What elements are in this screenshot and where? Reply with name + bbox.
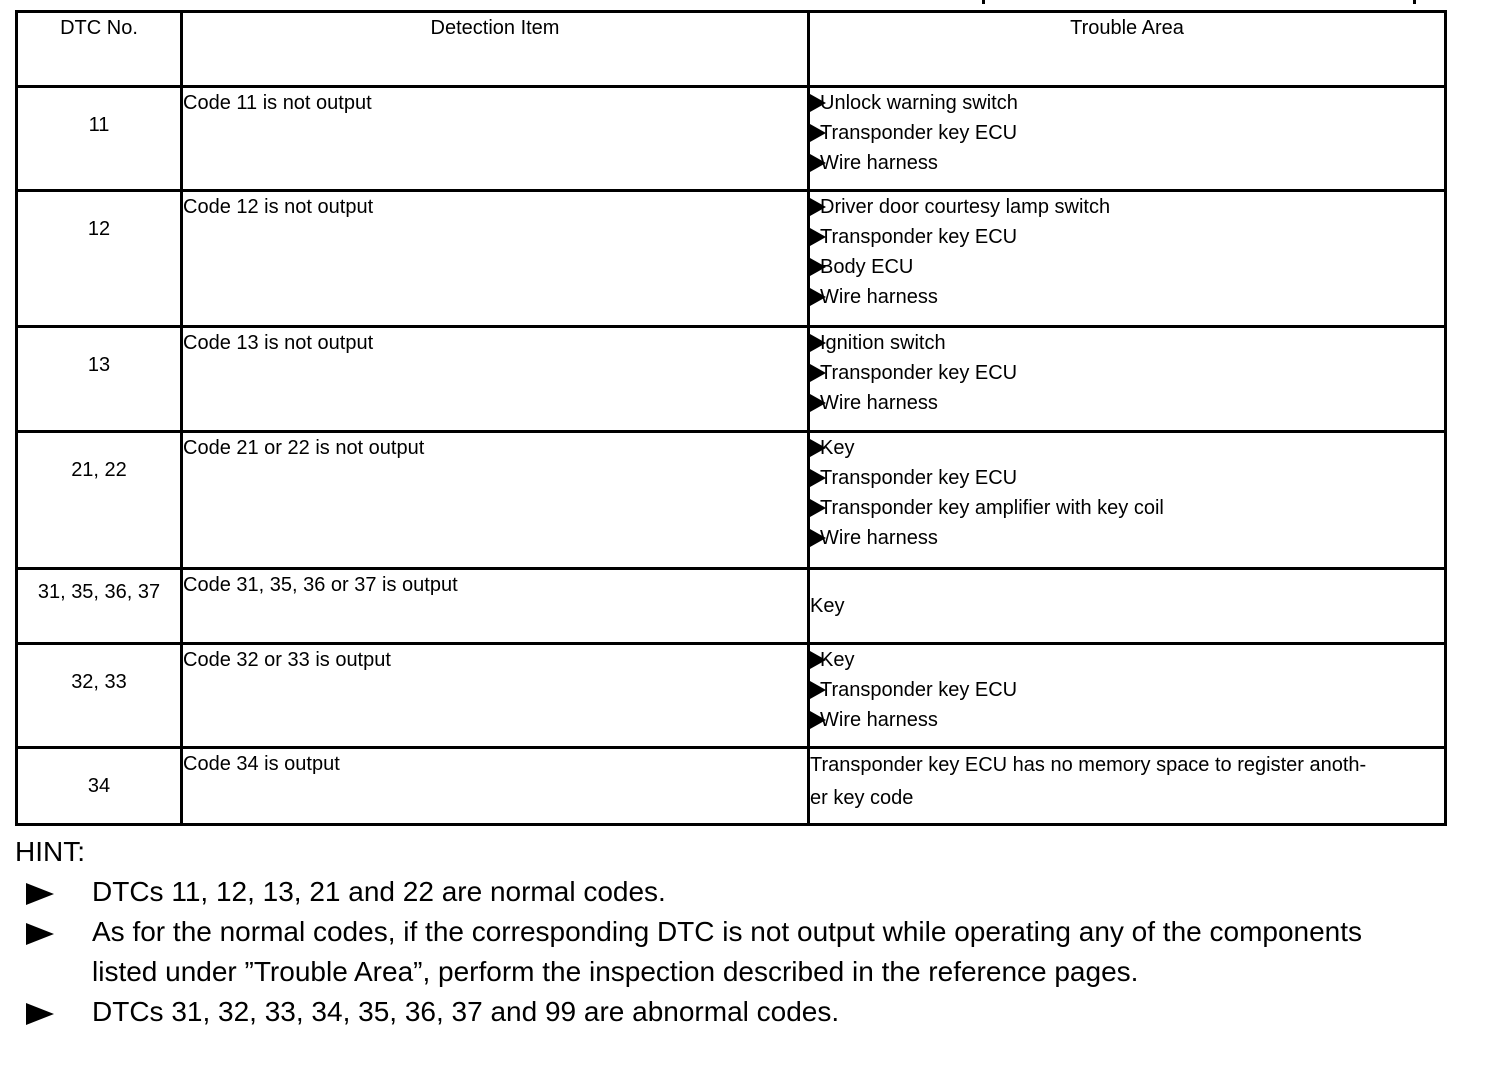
hint-list [15,872,1475,1032]
trouble-area-text: Wire harness [820,709,938,731]
trouble-area-text: Key [810,595,845,617]
trouble-area-item [810,282,1444,312]
trouble-area-item [810,645,1444,675]
trouble-area-cell [809,569,1446,644]
dtc-number-cell [17,644,182,748]
trouble-area-text: Transponder key ECU [820,122,1018,144]
table-row [17,569,1446,644]
hint-item [15,912,1475,992]
trouble-area-item [810,328,1444,358]
trouble-area-text: Transponder key ECU has no memory space to register anoth- [810,754,1367,776]
trouble-area-item [810,192,1444,222]
trouble-area-text: Body ECU [820,256,914,278]
dtc-number: 21, 22 [71,459,127,481]
trouble-area-text: Wire harness [820,392,938,414]
detection-item-text: Code 32 or 33 is output [183,649,391,671]
detection-item-cell [182,327,809,432]
trouble-area-text: Wire harness [820,527,938,549]
hint-title: HINT: [15,836,85,867]
trouble-area-item [810,358,1444,388]
trouble-area-item [810,388,1444,418]
hint-text: DTCs 11, 12, 13, 21 and 22 are normal codes. [92,876,666,907]
dtc-number-cell [17,432,182,569]
trouble-area-item [810,118,1444,148]
table-row [17,748,1446,825]
detection-item-cell [182,569,809,644]
trouble-area-cell [809,432,1446,569]
trouble-area-text: Wire harness [820,286,938,308]
trouble-area-item [810,148,1444,178]
detection-item-text: Code 13 is not output [183,332,374,354]
detection-item-cell [182,87,809,191]
trouble-area-item [810,433,1444,463]
table-body [17,87,1446,825]
detection-item-text: Code 31, 35, 36 or 37 is output [183,574,458,596]
detection-item-cell [182,748,809,825]
trouble-area-item [810,493,1444,523]
hint-text: DTCs 31, 32, 33, 34, 35, 36, 37 and 99 are abnormal codes. [92,996,840,1027]
trouble-area-text: Unlock warning switch [820,92,1018,114]
table-row [17,432,1446,569]
trouble-area-cell [809,191,1446,327]
table-row [17,644,1446,748]
trouble-area-text: Transponder key ECU [820,362,1018,384]
detection-item-text: Code 11 is not output [183,92,372,114]
dtc-number: 11 [88,114,110,136]
trouble-area-cell [809,748,1446,825]
dtc-table [15,10,1447,826]
edge-mark [982,0,985,4]
dtc-number-cell [17,748,182,825]
trouble-area-text: Transponder key ECU [820,679,1018,701]
trouble-area-text: Driver door courtesy lamp switch [820,196,1111,218]
trouble-area-item [810,463,1444,493]
trouble-area-item [810,88,1444,118]
trouble-area-text: Key [820,437,855,459]
trouble-area-item [810,705,1444,735]
hint-item [15,992,1475,1032]
trouble-area-item [810,523,1444,553]
hint-text: listed under ”Trouble Area”, perform the inspection described in the reference pages. [92,956,1139,987]
dtc-number-cell [17,87,182,191]
detection-item-text: Code 12 is not output [183,196,374,218]
header-dtc-no: DTC No. [17,12,182,87]
trouble-area-text: Wire harness [820,152,938,174]
trouble-area-text: Key [820,649,855,671]
trouble-area-text: Transponder key amplifier with key coil [820,497,1164,519]
trouble-area-text: Ignition switch [820,332,946,354]
page-top-edge-marks [815,0,1446,10]
trouble-area-cell [809,87,1446,191]
trouble-area-item [810,675,1444,705]
trouble-area-text: er key code [810,787,914,809]
dtc-number: 12 [87,218,111,240]
detection-item-cell [182,432,809,569]
detection-item-text: Code 34 is output [183,753,340,775]
edge-mark [1413,0,1416,4]
header-detection-item: Detection Item [182,12,809,87]
detection-item-text: Code 21 or 22 is not output [183,437,425,459]
trouble-area-item [810,252,1444,282]
table-header-row [17,12,1446,87]
dtc-number: 31, 35, 36, 37 [37,581,161,603]
triangle-bullet-icon [26,923,54,945]
table-row [17,87,1446,191]
trouble-area-text: Transponder key ECU [820,467,1018,489]
detection-item-cell [182,191,809,327]
dtc-number: 32, 33 [71,671,127,693]
trouble-area-text: Transponder key ECU [820,226,1018,248]
table-row [17,327,1446,432]
dtc-number-cell [17,569,182,644]
trouble-area-cell [809,644,1446,748]
hint-section [15,832,1475,1032]
trouble-area-cell [809,327,1446,432]
table-row [17,191,1446,327]
dtc-number: 13 [87,354,111,376]
trouble-area-item [810,222,1444,252]
hint-text: As for the normal codes, if the corresponding DTC is not output while operating any of the components [92,916,1363,947]
triangle-bullet-icon [26,1003,54,1025]
detection-item-cell [182,644,809,748]
dtc-number-cell [17,327,182,432]
hint-item [15,872,1475,912]
dtc-number-cell [17,191,182,327]
triangle-bullet-icon [26,883,54,905]
dtc-number: 34 [87,775,111,797]
header-trouble-area: Trouble Area [809,12,1446,87]
